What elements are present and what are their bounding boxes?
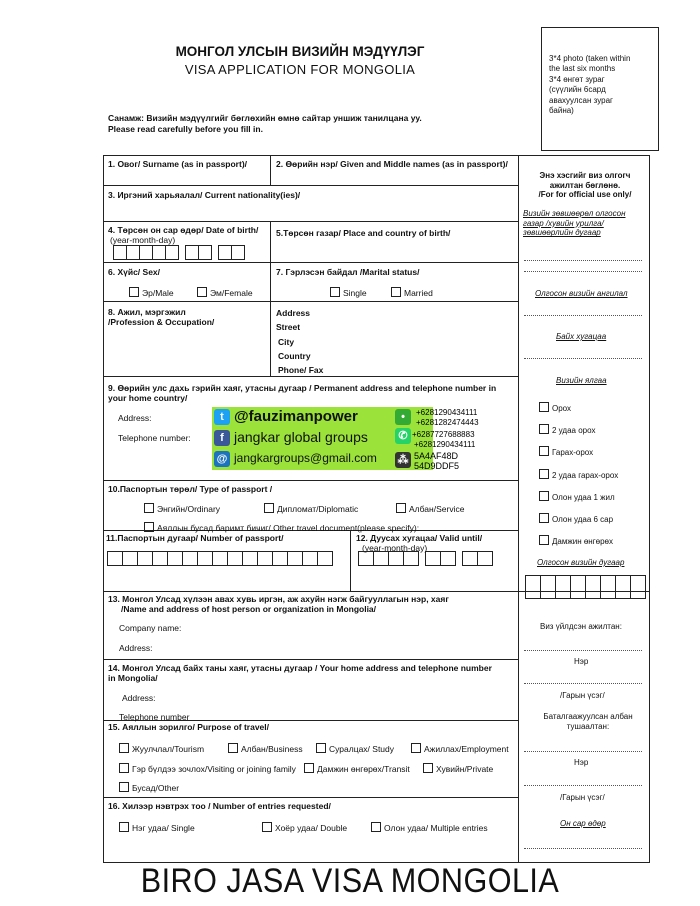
mongolia-phone-label[interactable]: Telephone number xyxy=(119,712,190,722)
official-visa-number-label: Олгосон визийн дугаар xyxy=(537,558,625,567)
official-permission-label: Визийн зөвшөөрөл олгосон газар /хувийн урилга/ зөвшөөрлийн дугаар xyxy=(523,209,626,238)
purpose-tourism-option[interactable]: Жуулчлал/Tourism xyxy=(119,743,204,754)
field-passport-type: 10.Паспортын төрөл/ Type of passport / xyxy=(108,484,273,494)
entries-single-option[interactable]: Нэг удаа/ Single xyxy=(119,822,195,833)
occupation-address-block[interactable]: Address Street City Country Phone/ Fax xyxy=(276,308,324,376)
official-officer-label: Виз үйлдсэн ажилтан: xyxy=(540,622,622,631)
marital-single-option[interactable]: Single xyxy=(330,287,367,298)
dob-cells[interactable] xyxy=(113,245,244,260)
field-entries: 16. Хилээр нэвтрэх тоо / Number of entries requested/ xyxy=(108,801,331,811)
photo-instructions: 3*4 photo (taken within the last six months 3*4 өнгөт зураг (сүүлийн 6сард авахуулсан зураг байна) xyxy=(549,54,631,115)
field-passport-number: 11.Паспортын дугаар/ Number of passport/ xyxy=(106,533,284,543)
footer-caption: BIRO JASA VISA MONGOLIA xyxy=(140,862,560,900)
purpose-business-option[interactable]: Албан/Business xyxy=(228,743,303,754)
sex-male-option[interactable]: Эр/Male xyxy=(129,287,174,298)
passport-number-cells[interactable] xyxy=(107,551,332,566)
purpose-private-option[interactable]: Хувийн/Private xyxy=(423,763,493,774)
facebook-icon: f xyxy=(214,430,230,446)
official-type-options[interactable]: Орох 2 удаа орох Гарах-орох 2 удаа гарах-орох Олон удаа 1 жил Олон удаа 6 сар Дамжин өнгөрөх xyxy=(539,398,618,553)
banner-email: jangkargroups@gmail.com xyxy=(234,451,377,465)
home-address-label: Address: xyxy=(118,413,152,423)
field-nationality[interactable]: 3. Иргэний харьяалал/ Current nationality(ies)/ xyxy=(108,190,301,200)
twitter-icon: t xyxy=(214,409,230,425)
dob-format: (year-month-day) xyxy=(110,235,176,245)
banner-phone-3: +6287727688883 xyxy=(412,430,475,439)
official-duration-label: Байх хугацаа xyxy=(556,332,607,341)
note-en: Please read carefully before you fill in. xyxy=(108,124,263,134)
bbm-icon: • xyxy=(395,409,411,425)
official-sign2-label: /Гарын үсэг/ xyxy=(560,793,605,802)
host-address-label[interactable]: Address: xyxy=(119,643,153,653)
valid-until-format: (year-month-day) xyxy=(362,543,428,553)
photo-box xyxy=(541,27,659,151)
passport-ordinary-option[interactable]: Энгийн/Ordinary xyxy=(144,503,220,514)
whatsapp-icon: ✆ xyxy=(395,428,411,444)
email-icon: @ xyxy=(214,451,230,467)
official-sign-label: /Гарын үсэг/ xyxy=(560,691,605,700)
banner-facebook: jangkar global groups xyxy=(234,429,368,445)
field-sex: 6. Хүйс/ Sex/ xyxy=(108,267,161,277)
banner-pin-2: 54D9DDF5 xyxy=(414,461,460,471)
field-dob: 4. Төрсөн он сар өдөр/ Date of birth/ xyxy=(108,225,259,235)
field-host: 13. Монгол Улсад хүлээн авах хувь иргэн, аж ахуйн нэгж байгууллагын нэр, хаяг /Name and address of host person or organization in Mongolia/ xyxy=(108,594,449,615)
purpose-other-option[interactable]: Бусад/Other xyxy=(119,782,179,793)
official-visa-number-cells[interactable] xyxy=(525,575,645,599)
field-marital: 7. Гэрлэсэн байдал /Marital status/ xyxy=(276,267,420,277)
banner-twitter: @fauzimanpower xyxy=(234,408,358,425)
banner-phone-4: +6281290434111 xyxy=(414,440,476,449)
official-header: Энэ хэсгийг виз олгогч ажилтан бөглөнө. /For for official use only/ xyxy=(538,171,632,200)
note-mn: Санамж: Визийн мэдүүлгийг бөглөхийн өмнө сайтар уншиж танилцана уу. xyxy=(108,113,422,123)
sex-female-option[interactable]: Эм/Female xyxy=(197,287,253,298)
field-occupation[interactable]: 8. Ажил, мэргэжил /Profession & Occupation/ xyxy=(108,307,215,328)
blackberry-icon: ⁂ xyxy=(395,452,411,468)
official-visa-type-label: Визийн ялгаа xyxy=(556,376,607,385)
official-visa-category-label: Олгосон визийн ангилал xyxy=(535,289,628,298)
banner-pin-1: 5A4AF48D xyxy=(414,451,459,461)
banner-phone-1: +6281290434111 xyxy=(416,408,478,417)
field-birthplace[interactable]: 5.Төрсөн газар/ Place and country of birth/ xyxy=(276,228,451,238)
passport-service-option[interactable]: Албан/Service xyxy=(396,503,464,514)
title-mn: МОНГОЛ УЛСЫН ВИЗИЙН МЭДҮҮЛЭГ xyxy=(175,44,425,59)
purpose-family-option[interactable]: Гэр бүлдээ зочлох/Visiting or joining family xyxy=(119,763,296,774)
official-name-label: Нэр xyxy=(574,657,589,666)
entries-double-option[interactable]: Хоёр удаа/ Double xyxy=(262,822,347,833)
host-company-label[interactable]: Company name: xyxy=(119,623,182,633)
valid-until-cells[interactable] xyxy=(358,551,492,566)
official-date-label: Он сар өдөр xyxy=(560,819,606,828)
official-name2-label: Нэр xyxy=(574,758,589,767)
field-mongolia-address: 14. Монгол Улсад байх таны хаяг, утасны дугаар / Your home address and telephone number in Mongolia/ xyxy=(108,663,492,684)
purpose-employment-option[interactable]: Ажиллах/Employment xyxy=(411,743,509,754)
field-given-names[interactable]: 2. Өөрийн нэр/ Given and Middle names (as in passport)/ xyxy=(276,159,508,169)
title-en: VISA APPLICATION FOR MONGOLIA xyxy=(184,62,416,77)
purpose-transit-option[interactable]: Дамжин өнгөрөх/Transit xyxy=(304,763,410,774)
banner-phone-2: +6281282474443 xyxy=(416,418,479,427)
field-purpose: 15. Аяллын зорилго/ Purpose of travel/ xyxy=(108,722,269,732)
purpose-study-option[interactable]: Суралцах/ Study xyxy=(316,743,394,754)
field-surname[interactable]: 1. Овог/ Surname (as in passport)/ xyxy=(108,159,248,169)
home-phone-label: Telephone number: xyxy=(118,433,191,443)
official-approver-label: Баталгаажуулсан албан тушаалтан: xyxy=(543,712,633,731)
marital-married-option[interactable]: Married xyxy=(391,287,433,298)
entries-multiple-option[interactable]: Олон удаа/ Multiple entries xyxy=(371,822,488,833)
field-home-address: 9. Өөрийн улс дахь гэрийн хаяг, утасны дугаар / Permanent address and telephone number in your home country/ xyxy=(108,383,497,404)
mongolia-address-label[interactable]: Address: xyxy=(122,693,156,703)
passport-other-option[interactable]: Аяллын бусад баримт бичиг/ Other travel document(please specify): xyxy=(144,522,419,533)
field-valid-until: 12. Дуусах хугацаа/ Valid until/ xyxy=(356,533,483,543)
passport-diplomatic-option[interactable]: Дипломат/Diplomatic xyxy=(264,503,358,514)
